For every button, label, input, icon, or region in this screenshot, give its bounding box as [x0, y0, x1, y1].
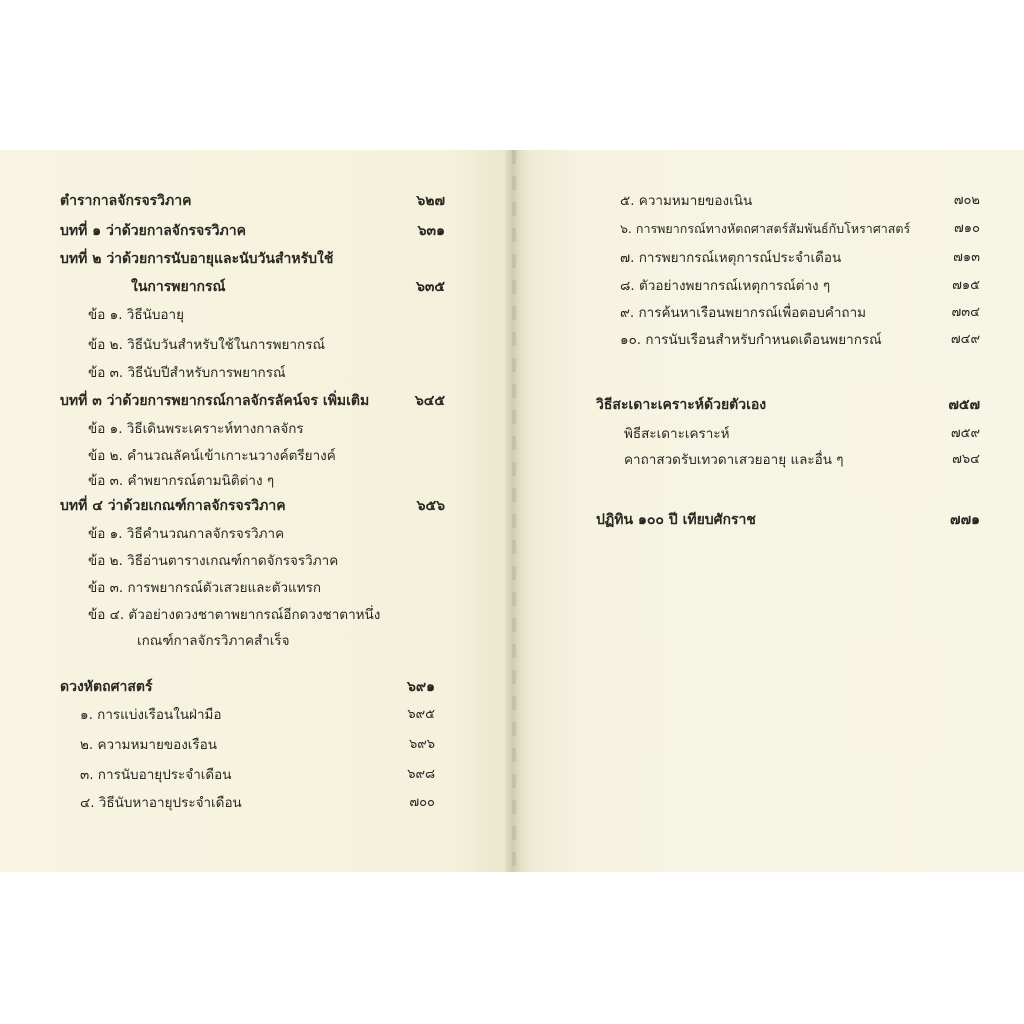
- toc-item: ๔. วิธีนับหาอายุประจำเดือน ๗๐๐: [80, 795, 435, 811]
- toc-item: ๑๐. การนับเรือนสำหรับกำหนดเดือนพยากรณ์ ๗๔๙: [620, 332, 980, 348]
- toc-item: ๙. การค้นหาเรือนพยากรณ์เพื่อตอบคำถาม ๗๓๔: [620, 305, 980, 321]
- left-page: ตำรากาลจักรจรวิภาค ๖๒๗ บทที่ ๑ ว่าด้วยกาลจักรจรวิภาค ๖๓๑ บทที่ ๒ ว่าด้วยการนับอายุและนับวันสำหรับใช้ ในการพยากรณ์ ๖๓๕ ข้อ ๑. วิธีนับอายุ ข้อ ๒. วิธีนับวันสำหรับใช้ในการพยากรณ์ ข้อ ๓. วิธีนับปีสำหรับการพยากรณ์ บทที่ ๓ ว่าด้วยการพยากรณ์กาลจักรลัคน์จร เพิ่มเติม ๖๔๕ ข้อ ๑. วิธีเดินพระเคราะห์ทางกาลจักร ข้อ ๒. คำนวณลัคน์เข้าเกาะนวางค์ตรียางค์ ข้อ ๓. คำพยากรณ์ตามนิติต่าง ๆ บทที่ ๔ ว่าด้วยเกณฑ์กาลจักรจรวิภาค ๖๕๖ ข้อ ๑. วิธีคำนวณกาลจักรจรวิภาค ข้อ ๒. วิธีอ่านตารางเกณฑ์กาดจักรจรวิภาค ข้อ ๓. การพยากรณ์ตัวเสวยและตัวแทรก ข้อ ๔. ตัวอย่างดวงชาตาพยากรณ์อีกดวงชาตาหนึ่ง เกณฑ์กาลจักรวิภาคสำเร็จ ดวงหัตถศาสตร์ ๖๙๑ ๑. การแบ่งเรือนในฝ่ามือ ๖๙๕ ๒. ความหมายของเรือน ๖๙๖ ๓. การนับอายุประจำเดือน ๖๙๘ ๔. วิธีนับหาอายุประจำเดือน ๗๐๐: [0, 150, 512, 872]
- toc-heading-self-ritual: วิธีสะเดาะเคราะห์ด้วยตัวเอง ๗๕๗: [596, 397, 980, 413]
- toc-heading-kalachakra: ตำรากาลจักรจรวิภาค ๖๒๗: [60, 193, 445, 209]
- toc-item: ๗. การพยากรณ์เหตุการณ์ประจำเดือน ๗๑๓: [620, 250, 980, 266]
- toc-item: พิธีสะเดาะเคราะห์ ๗๕๙: [624, 426, 980, 442]
- toc-heading-calendar: ปฏิทิน ๑๐๐ ปี เทียบศักราช ๗๗๑: [596, 512, 980, 528]
- toc-item: คาถาสวดรับเทวดาเสวยอายุ และอื่น ๆ ๗๖๔: [624, 452, 980, 468]
- toc-chapter-2-line1: บทที่ ๒ ว่าด้วยการนับอายุและนับวันสำหรับใช้: [60, 251, 334, 267]
- toc-item: ๕. ความหมายของเนิน ๗๐๒: [620, 193, 980, 209]
- toc-chapter-4: บทที่ ๔ ว่าด้วยเกณฑ์กาลจักรจรวิภาค ๖๕๖: [60, 498, 445, 514]
- toc-item: ๑. การแบ่งเรือนในฝ่ามือ ๖๙๕: [80, 707, 435, 723]
- toc-chapter-3: บทที่ ๓ ว่าด้วยการพยากรณ์กาลจักรลัคน์จร เพิ่มเติม ๖๔๕: [60, 393, 445, 409]
- book-spread: [0, 150, 1024, 872]
- toc-chapter-2-line2: ในการพยากรณ์ ๖๓๕: [131, 279, 445, 295]
- toc-chapter-1: บทที่ ๑ ว่าด้วยกาลจักรจรวิภาค ๖๓๑: [60, 223, 445, 239]
- toc-item: ๒. ความหมายของเรือน ๖๙๖: [80, 737, 435, 753]
- toc-item: ๓. การนับอายุประจำเดือน ๖๙๘: [80, 767, 435, 783]
- binding-stitch: [512, 150, 516, 872]
- right-page: [512, 150, 1024, 872]
- toc-item: ๖. การพยากรณ์ทางหัตถศาสตร์สัมพันธ์กับโหราศาสตร์ ๗๑๐: [620, 221, 980, 236]
- toc-item: ๘. ตัวอย่างพยากรณ์เหตุการณ์ต่าง ๆ ๗๑๕: [620, 278, 980, 294]
- toc-heading-palmistry: ดวงหัตถศาสตร์ ๖๙๑: [60, 679, 435, 695]
